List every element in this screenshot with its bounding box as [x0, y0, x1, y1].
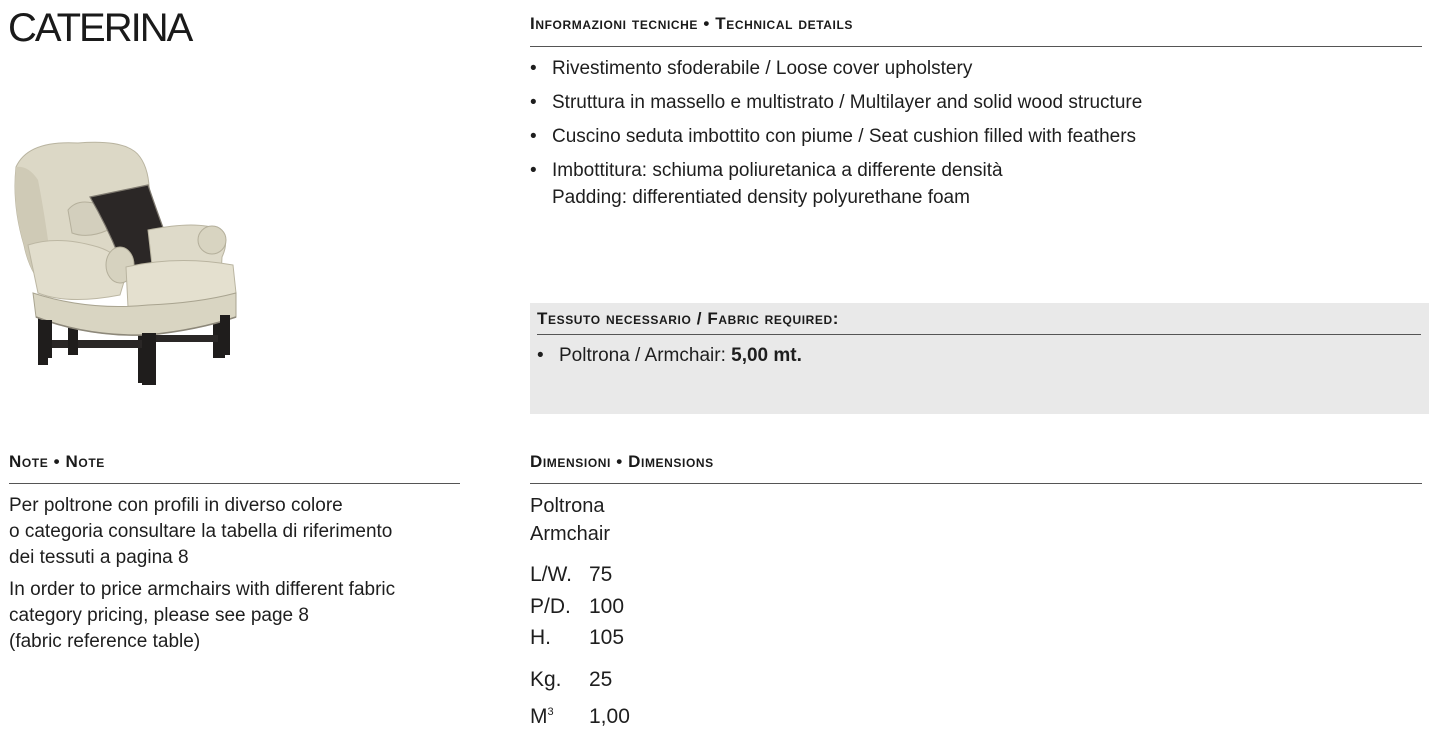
dimensions-divider [530, 483, 1422, 484]
technical-detail-text: Struttura in massello e multistrato / Multilayer and solid wood structure [552, 92, 1143, 113]
volume-unit-exponent: 3 [547, 706, 554, 718]
note-line: category pricing, please see page 8 [9, 605, 309, 626]
dimension-row-volume [530, 698, 630, 731]
fabric-required-divider [537, 334, 1421, 335]
note-line: dei tessuti a pagina 8 [9, 547, 189, 568]
product-title: CATERINA [8, 6, 192, 50]
technical-detail-item [530, 123, 1422, 150]
technical-detail-item [530, 55, 1422, 82]
fabric-required-heading: Tessuto necessario / Fabric required: [537, 309, 840, 328]
bullet-icon: • [530, 160, 537, 181]
note-line: Per poltrone con profili in diverso colore [9, 495, 343, 516]
technical-detail-item [530, 89, 1422, 116]
technical-detail-item [530, 157, 1422, 211]
dimensions-type [530, 492, 610, 548]
bullet-icon: • [530, 92, 537, 113]
fabric-item-value: 5,00 mt. [731, 345, 802, 366]
fabric-required-list [537, 342, 1421, 376]
technical-details-divider [530, 46, 1422, 47]
technical-detail-text: Rivestimento sfoderabile / Loose cover upholstery [552, 58, 973, 79]
dimensions-type-it: Poltrona [530, 495, 605, 517]
fabric-item-label: Poltrona / Armchair: [559, 345, 732, 366]
dimension-row-height [530, 624, 624, 652]
dimension-label: Kg. [530, 668, 562, 691]
note-divider [9, 483, 460, 484]
dimensions-type-en: Armchair [530, 523, 611, 545]
dimension-row-depth [530, 593, 624, 621]
volume-unit: M [530, 705, 548, 728]
note-line: o categoria consultare la tabella di riferimento [9, 521, 393, 542]
note-line: (fabric reference table) [9, 631, 201, 652]
dimension-label [530, 698, 589, 731]
dimension-value: 1,00 [589, 705, 630, 728]
technical-detail-text: Imbottitura: schiuma poliuretanica a differente densità [552, 160, 1003, 181]
note-heading: Note • Note [9, 452, 105, 471]
bullet-icon: • [530, 126, 537, 147]
technical-details-list [530, 55, 1422, 218]
note-line: In order to price armchairs with different fabric [9, 579, 396, 600]
fabric-required-item [537, 342, 1421, 369]
dimension-value: 25 [589, 668, 613, 691]
technical-detail-text-en: Padding: differentiated density polyurethane foam [552, 187, 970, 208]
dimension-row-weight [530, 666, 612, 694]
dimension-value: 100 [589, 595, 625, 618]
dimension-value: 75 [589, 563, 613, 586]
technical-detail-text: Cuscino seduta imbottito con piume / Seat cushion filled with feathers [552, 126, 1137, 147]
note-text-en [9, 577, 469, 655]
technical-details-heading: Informazioni tecniche • Technical details [530, 14, 853, 33]
bullet-icon: • [537, 345, 544, 366]
dimension-label: P/D. [530, 595, 571, 618]
bullet-icon: • [530, 58, 537, 79]
dimensions-heading: Dimensioni • Dimensions [530, 452, 714, 471]
dimension-value: 105 [589, 626, 625, 649]
armchair-image [8, 135, 243, 390]
dimension-row-width [530, 561, 612, 589]
dimension-label: L/W. [530, 563, 573, 586]
note-text-it [9, 493, 469, 571]
dimension-label: H. [530, 626, 551, 649]
